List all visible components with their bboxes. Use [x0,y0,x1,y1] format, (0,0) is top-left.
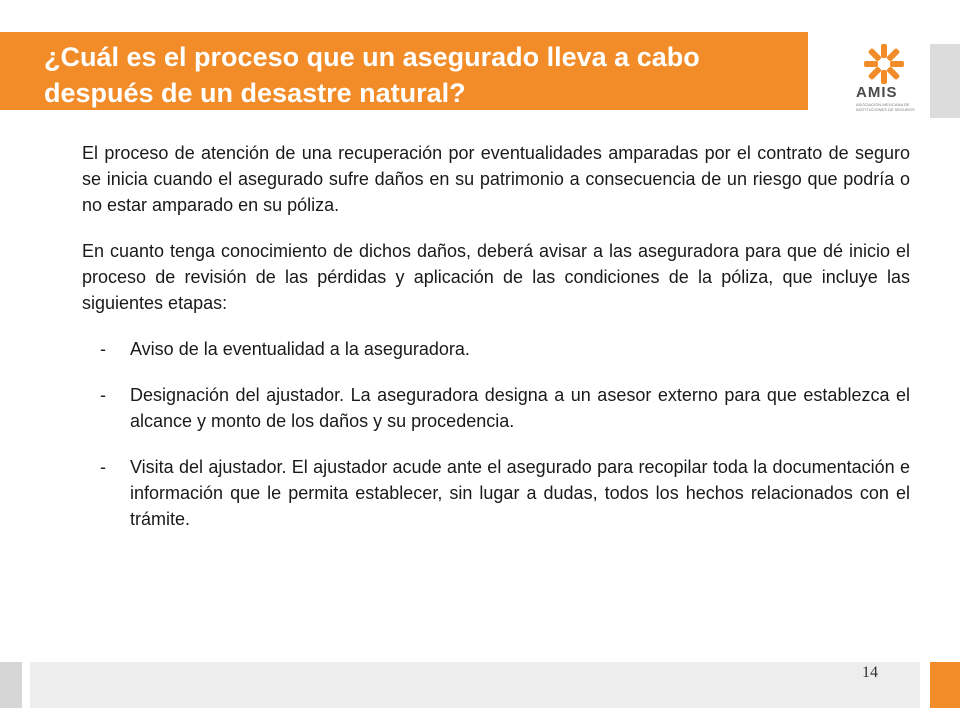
dash-marker: - [100,385,106,405]
list-item [82,336,910,362]
footer-bar [30,662,920,708]
paragraph: En cuanto tenga conocimiento de dichos daños, deberá avisar a las aseguradora para que dé inicio el proceso de revisión de las pérdidas y aplicación de las condiciones de la póliza, que incluye las siguientes etapas: [82,241,910,313]
dash-marker: - [100,339,106,359]
list-item [82,382,910,434]
header-gray-accent [930,44,960,118]
step-text: Visita del ajustador. El ajustador acude ante el asegurado para recopilar toda la documentación e información que le permita establecer, sin lugar a dudas, todos los hechos relacionados con el trámite. [130,457,910,529]
slide-title: ¿Cuál es el proceso que un asegurado lleva a cabo después de un desastre natural? [44,42,700,108]
logo-subtitle: ASOCIACIÓN MEXICANA DE INSTITUCIONES DE SEGUROS [856,102,915,112]
footer-gray-block [0,662,22,708]
logo-wordmark: AMIS [856,84,898,101]
footer-orange-block [930,662,960,708]
step-text: Aviso de la eventualidad a la aseguradora. [130,339,470,359]
dash-marker: - [100,457,106,477]
step-text: Designación del ajustador. La aseguradora designa a un asesor externo para que establezca el alcance y monto de los daños y su procedencia. [130,385,910,431]
steps-list [82,336,910,532]
slide-body [82,140,910,552]
list-item [82,454,910,532]
paragraph: El proceso de atención de una recuperación por eventualidades amparadas por el contrato de seguro se inicia cuando el asegurado sufre daños en su patrimonio a consecuencia de un riesgo que podría o no estar amparado en su póliza. [82,143,910,215]
page-number: 14 [862,664,878,681]
